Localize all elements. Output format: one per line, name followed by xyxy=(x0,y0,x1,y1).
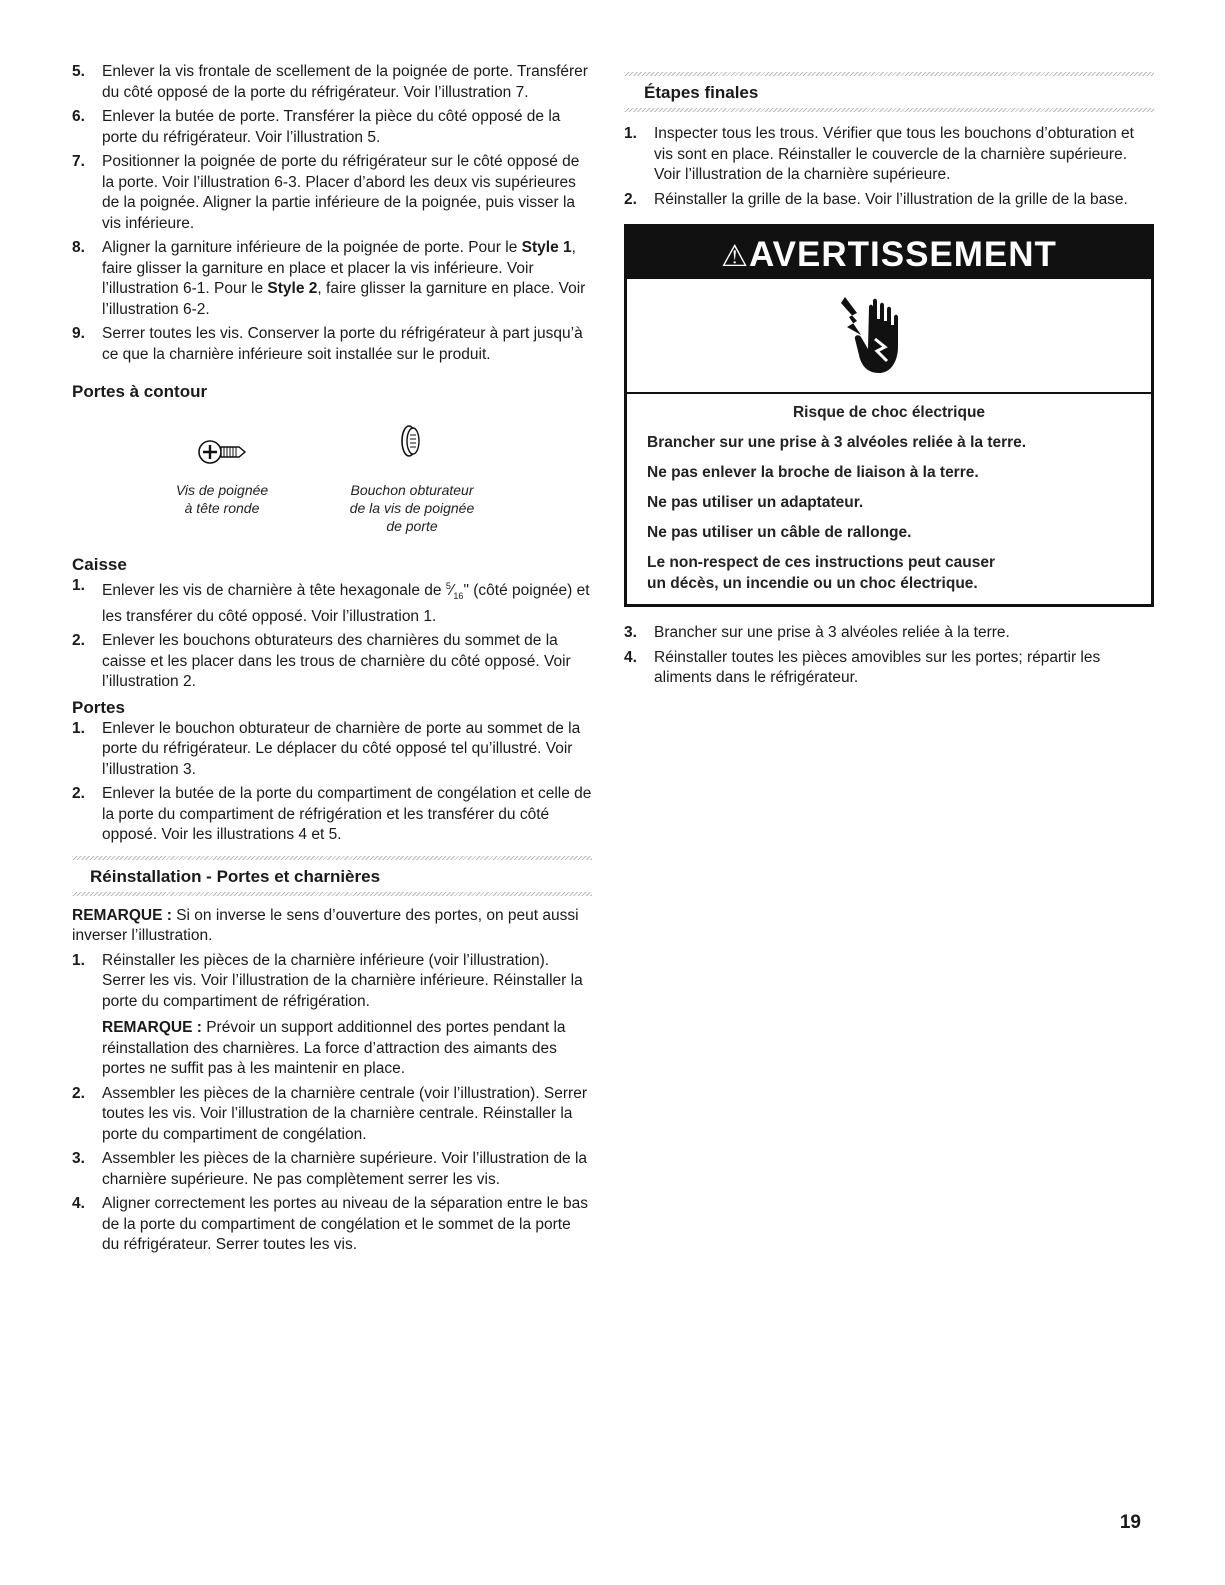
list-item xyxy=(72,152,592,234)
remarque-note: REMARQUE : Si on inverse le sens d’ouverture des portes, on peut aussi inverser l’illustration. xyxy=(72,906,579,945)
step-number: 1. xyxy=(72,719,85,737)
final-steps-list xyxy=(624,623,1154,689)
reinstall-steps-list xyxy=(72,951,592,1256)
step-number: 2. xyxy=(72,1084,85,1102)
list-item xyxy=(72,576,592,627)
list-item xyxy=(72,107,592,148)
step-number: 3. xyxy=(72,1150,85,1168)
step-text: Enlever les vis de charnière à tête hexagonale de $^5⁄_{16}$" (côté poignée) et les transférer du côté opposé. Voir l’illustration 1. xyxy=(102,581,590,625)
list-item xyxy=(624,623,1154,644)
step-text: Enlever les bouchons obturateurs des charnières du sommet de la caisse et les placer dans les trous de charnière du côté opposé. Voir l’illustration 2. xyxy=(102,632,571,691)
warning-title: AVERTISSEMENT xyxy=(748,235,1057,274)
step-number: 5. xyxy=(72,63,85,80)
step-text: Enlever la vis frontale de scellement de la poignée de porte. Transférer du côté opposé de la porte du réfrigérateur. Voir l’illustration 7. xyxy=(102,63,588,101)
list-item xyxy=(624,124,1154,186)
portes-heading: Portes xyxy=(72,697,125,717)
step-text: Aligner la garniture inférieure de la poignée de porte. Pour le Style 1, faire glisser la garniture en place et placer la vis inférieure. Voir l’illustration 6-1. Pour le Style 2, faire glisser la garniture en place. Voir l’illustration 6-2. xyxy=(102,239,586,318)
plug-icon xyxy=(399,421,423,461)
step-number: 7. xyxy=(72,153,85,170)
step-text: Serrer toutes les vis. Conserver la porte du réfrigérateur à part jusqu’à ce que la charnière inférieure soit installée sur le produit. xyxy=(102,325,583,363)
portes-steps-list xyxy=(72,719,592,846)
step-text: Inspecter tous les trous. Vérifier que tous les bouchons d’obturation et vis sont en place. Réinstaller le couvercle de la charnière supérieure. Voir l’illustration de la charnière supérieure. xyxy=(654,125,1134,183)
step-text: Assembler les pièces de la charnière supérieure. Voir l’illustration de la charnière supérieure. Ne pas complètement serrer les vis. xyxy=(102,1150,588,1188)
step-number: 6. xyxy=(72,108,85,125)
step-number: 3. xyxy=(624,624,637,641)
list-item xyxy=(72,1194,592,1256)
step-text: Réinstaller la grille de la base. Voir l’illustration de la grille de la base. xyxy=(654,190,1128,208)
warning-body xyxy=(627,394,1151,604)
warning-line: Le non-respect de ces instructions peut causer un décès, un incendie ou un choc électrique. xyxy=(647,554,995,592)
divider xyxy=(624,108,1154,112)
list-item xyxy=(624,190,1154,211)
caisse-heading: Caisse xyxy=(72,555,127,574)
step-text: Réinstaller toutes les pièces amovibles sur les portes; répartir les aliments dans le réfrigérateur. xyxy=(654,648,1101,686)
step-text: Aligner correctement les portes au niveau de la séparation entre le bas de la porte du compartiment de congélation et le sommet de la porte du réfrigérateur. Serrer toutes les vis. xyxy=(102,1195,588,1254)
step-number: 4. xyxy=(72,1195,85,1213)
warning-line: Brancher sur une prise à 3 alvéoles reliée à la terre. xyxy=(647,434,1027,451)
left-column xyxy=(72,62,592,1260)
caisse-steps-list xyxy=(72,576,592,693)
etapes-heading: Étapes finales xyxy=(644,83,759,102)
screw-caption: Vis de poignée à tête ronde xyxy=(175,482,269,516)
divider xyxy=(72,892,592,896)
step-number: 2. xyxy=(72,632,85,650)
warning-line: Ne pas utiliser un câble de rallonge. xyxy=(647,524,912,541)
warning-header xyxy=(627,227,1151,279)
list-item xyxy=(72,1149,592,1190)
contour-heading: Portes à contour xyxy=(72,382,208,401)
list-item xyxy=(624,648,1154,689)
warning-triangle-icon: ⚠ xyxy=(721,240,749,273)
list-item xyxy=(72,631,592,693)
list-item xyxy=(72,324,592,365)
step-text: Enlever la butée de porte. Transférer la pièce du côté opposé de la porte du réfrigérateur. Voir l’illustration 5. xyxy=(102,108,561,146)
plug-caption: Bouchon obturateur de la vis de poignée de porte xyxy=(349,482,475,534)
reinstall-section-header xyxy=(72,856,592,896)
warning-risk-line: Risque de choc électrique xyxy=(792,404,986,421)
reinstall-heading: Réinstallation - Portes et charnières xyxy=(90,866,381,886)
step-number: 8. xyxy=(72,239,85,256)
step-number: 9. xyxy=(72,325,85,342)
etapes-section-header xyxy=(624,72,1154,112)
etapes-steps-list xyxy=(624,124,1154,210)
step-number: 1. xyxy=(72,577,85,594)
round-head-screw-icon xyxy=(197,435,247,469)
step-number: 1. xyxy=(624,125,637,142)
step-text: Brancher sur une prise à 3 alvéoles reliée à la terre. xyxy=(654,624,1010,641)
electric-shock-icon xyxy=(627,279,1151,394)
list-item xyxy=(72,238,592,320)
warning-line: Ne pas enlever la broche de liaison à la terre. xyxy=(647,464,979,481)
step-text: Enlever la butée de la porte du compartiment de congélation et celle de la porte du compartiment de réfrigération et les transférer du côté opposé. Voir les illustrations 4 et 5. xyxy=(102,785,592,844)
steps-list-top xyxy=(72,62,592,365)
step-text: Réinstaller les pièces de la charnière inférieure (voir l’illustration). Serrer les vis. Voir l’illustration de la charnière inférieure. Réinstaller la porte du compartiment de réfrigération. REMARQUE : Prévoir un support additionnel des portes pendant la réinstallation des charnières. La force d’attraction des aimants des portes ne suffit pas à les maintenir en place. xyxy=(102,951,583,1078)
right-column xyxy=(624,72,1154,693)
parts-figure xyxy=(72,421,592,546)
list-item xyxy=(72,1084,592,1146)
list-item xyxy=(72,951,592,1080)
step-text: Assembler les pièces de la charnière centrale (voir l’illustration). Serrer toutes les vis. Voir l’illustration de la charnière centrale. Réinstaller la porte du compartiment de congélation. xyxy=(102,1084,587,1143)
warning-box xyxy=(624,224,1154,607)
list-item xyxy=(72,784,592,846)
list-item xyxy=(72,62,592,103)
step-text: Enlever le bouchon obturateur de charnière de porte au sommet de la porte du réfrigérateur. Le déplacer du côté opposé tel qu’illustré. Voir l’illustration 3. xyxy=(102,719,581,778)
step-number: 1. xyxy=(72,951,85,969)
step-number: 2. xyxy=(72,785,85,803)
warning-line: Ne pas utiliser un adaptateur. xyxy=(647,494,864,511)
step-number: 4. xyxy=(624,648,637,666)
page-number: 19 xyxy=(1119,1512,1141,1533)
step-text: Positionner la poignée de porte du réfrigérateur sur le côté opposé de la porte. Voir l’illustration 6-3. Placer d’abord les deux vis supérieures de la poignée. Aligner la partie inférieure de la poignée, puis visser la vis inférieure. xyxy=(102,153,580,232)
list-item xyxy=(72,719,592,781)
step-number: 2. xyxy=(624,190,637,208)
